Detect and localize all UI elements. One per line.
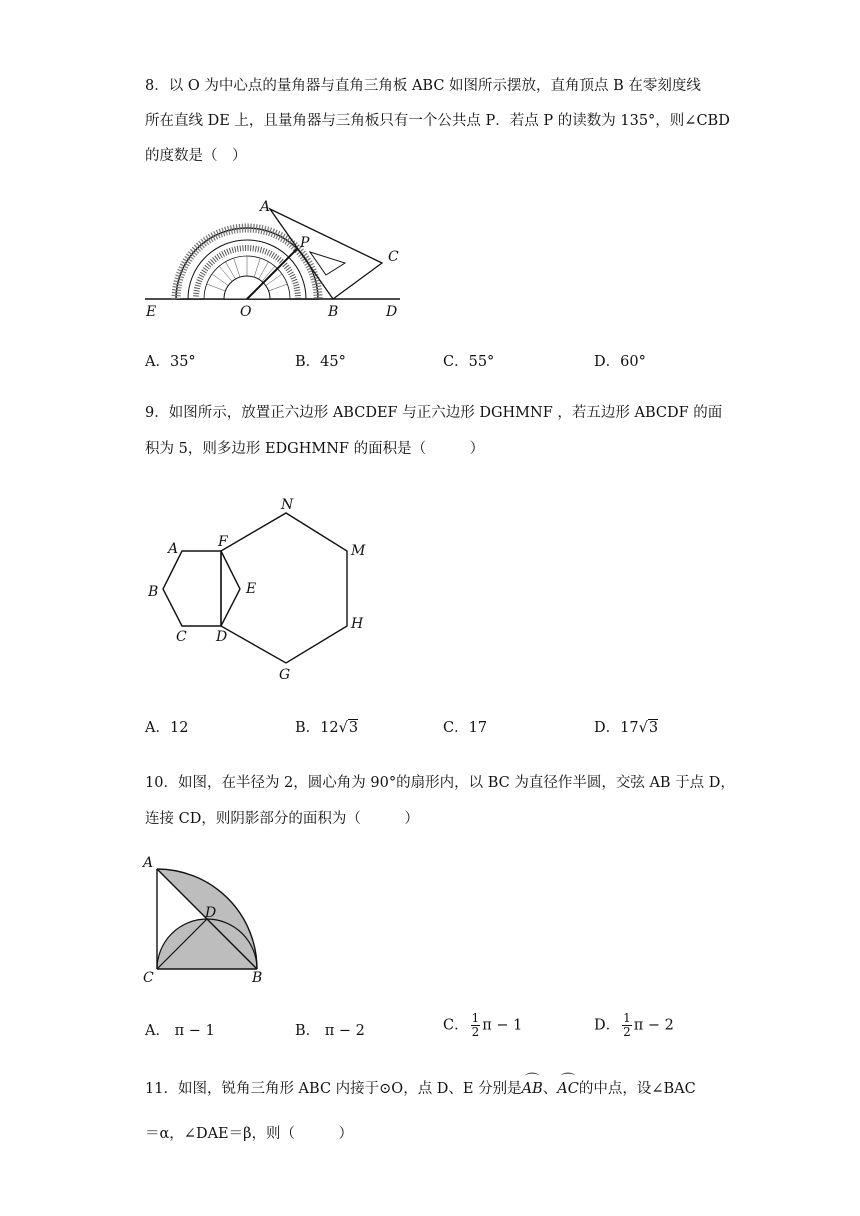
q9-label-F: F: [218, 534, 228, 550]
q8-line-3: 的度数是（ ）: [145, 148, 247, 164]
q9-line-2: 积为 5，则多边形 EDGHMNF 的面积是（ ）: [145, 441, 485, 457]
q10-label-A: A: [143, 855, 154, 871]
q11-arc-ab: ⌒ AB: [522, 1081, 543, 1097]
q10-option-d-numerator: 1: [623, 1011, 631, 1025]
q8-label-O: O: [240, 304, 252, 320]
q11-line-1-a: 11．如图，锐角三角形 ABC 内接于⊙O，点 D、E 分别是: [145, 1081, 522, 1097]
q10-option-c[interactable]: [443, 1012, 522, 1039]
q9-label-G: G: [279, 667, 291, 683]
q10-label-B: B: [252, 970, 263, 986]
q9-label-H: H: [351, 616, 364, 632]
q8-label-E: E: [146, 304, 157, 320]
q8-line-2: 所在直线 DE 上，且量角器与三角板只有一个公共点 P．若点 P 的读数为 135°，则∠CBD: [145, 113, 730, 129]
sqrt-icon: √: [338, 720, 348, 736]
q10-label-C: C: [143, 970, 154, 986]
q10-option-d-denominator: 2: [623, 1025, 631, 1039]
q10-label-D: D: [205, 905, 217, 921]
q8-option-d[interactable]: D．60°: [594, 354, 646, 370]
q9-hexagon-figure: [140, 495, 380, 690]
q10-option-b[interactable]: B． π − 2: [295, 1023, 365, 1039]
q10-line-1: 10．如图，在半径为 2，圆心角为 90°的扇形内，以 BC 为直径作半圆，交弦 AB 于点 D，: [145, 775, 735, 791]
q9-option-c[interactable]: C．17: [443, 720, 488, 736]
q9-label-B: B: [148, 584, 159, 600]
q9-option-d[interactable]: [594, 716, 658, 737]
q8-protractor-figure: [140, 195, 410, 325]
q9-option-d-prefix: D．: [594, 720, 621, 736]
q11-line-1: [145, 1077, 696, 1098]
q9-label-A: A: [168, 541, 179, 557]
q10-option-c-prefix: C．: [443, 1017, 469, 1034]
q9-label-D: D: [216, 629, 228, 645]
q9-option-b-coef: 12: [320, 720, 339, 736]
q10-option-d-prefix: D．: [594, 1017, 621, 1034]
q8-line-1: 8．以 O 为中心点的量角器与直角三角板 ABC 如图所示摆放，直角顶点 B 在零刻度线: [145, 78, 701, 94]
q9-line-1: 9．如图所示，放置正六边形 ABCDEF 与正六边形 DGHMNF ，若五边形 ABCDF 的面: [145, 405, 723, 421]
q8-option-b[interactable]: B．45°: [295, 354, 346, 370]
q9-option-b-radicand: 3: [348, 720, 359, 736]
q9-label-M: M: [351, 543, 366, 559]
q8-label-A: A: [260, 199, 271, 215]
q10-option-c-rest: π − 1: [482, 1017, 523, 1034]
q9-label-N: N: [281, 497, 294, 513]
q9-option-b-prefix: B．: [295, 720, 321, 736]
q10-option-c-denominator: 2: [471, 1025, 480, 1039]
q9-option-d-coef: 17: [620, 720, 639, 736]
q10-option-d-rest: π − 2: [633, 1017, 674, 1034]
q8-label-C: C: [388, 249, 399, 265]
q8-label-B: B: [328, 304, 339, 320]
sqrt-icon: √: [638, 720, 648, 736]
q9-option-d-radicand: 3: [648, 720, 659, 736]
q10-option-a[interactable]: A． π − 1: [145, 1023, 215, 1039]
q10-option-c-fraction: [471, 1012, 481, 1039]
q10-option-d-fraction: [622, 1012, 632, 1039]
q10-option-d[interactable]: [594, 1012, 674, 1039]
q10-option-c-numerator: 1: [471, 1011, 480, 1025]
q11-line-1-b: 的中点，设∠BAC: [578, 1081, 696, 1097]
q9-label-E: E: [246, 581, 257, 597]
q11-line-2: ＝α，∠DAE＝β，则（ ）: [145, 1126, 354, 1142]
q10-line-2: 连接 CD，则阴影部分的面积为（ ）: [145, 811, 419, 827]
q8-label-D: D: [386, 304, 398, 320]
q9-option-b[interactable]: [295, 716, 358, 737]
q11-arc-ac: ⌒ AC: [557, 1081, 579, 1097]
q9-label-C: C: [176, 629, 187, 645]
q10-sector-figure: [140, 855, 270, 985]
q11-sep: 、: [542, 1081, 558, 1097]
q8-label-P: P: [300, 235, 310, 251]
q8-option-a[interactable]: A．35°: [145, 354, 196, 370]
q8-option-c[interactable]: C．55°: [443, 354, 495, 370]
q9-option-a[interactable]: A．12: [145, 720, 189, 736]
